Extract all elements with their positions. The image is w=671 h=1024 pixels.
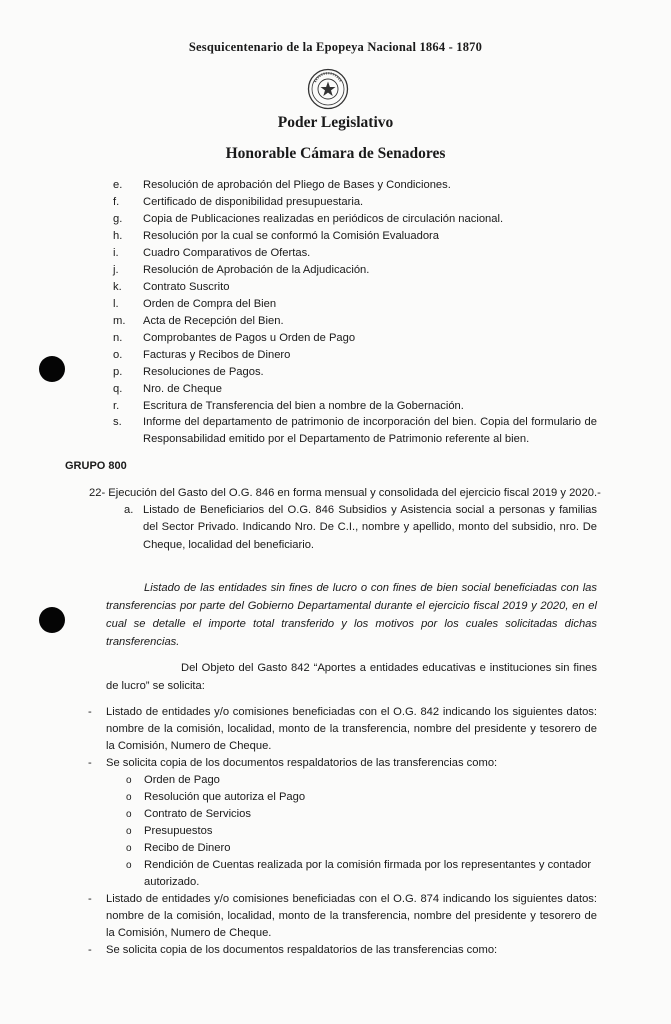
list-letter: p.	[113, 366, 123, 378]
circle-bullet: o	[126, 826, 132, 837]
group-800-heading: GRUPO 800	[65, 460, 127, 472]
list-letter: q.	[113, 383, 123, 395]
item-22a-text: Listado de Beneficiarios del O.G. 846 Subsidios y Asistencia social a personas y familias del Sector Privado. Indicando Nro. De C.I., nombre y apellido, monto del subsidio, nro. De Cheque, localidad del beneficiario.	[143, 504, 597, 551]
list-text: Orden de Compra del Bien	[143, 298, 277, 310]
list-letter: j.	[113, 264, 119, 276]
dash-item-text: Listado de entidades y/o comisiones beneficiadas con el O.G. 874 indicando los siguientes datos: nombre de la comisión, localidad, monto de la transferencia, nombre del presidente y tesorero de la Comisión, Numero de Cheque.	[106, 893, 597, 940]
circle-bullet: o	[126, 860, 132, 871]
dash-bullet: -	[88, 893, 92, 905]
list-text: Certificado de disponibilidad presupuestaria.	[143, 196, 364, 208]
dash-item-text: Se solicita copia de los documentos respaldatorios de las transferencias como:	[106, 757, 498, 769]
list-text: Contrato Suscrito	[143, 281, 230, 293]
list-text: Resolución de Aprobación de la Adjudicación.	[143, 264, 370, 276]
list-text: Acta de Recepción del Bien.	[143, 315, 284, 327]
list-letter: f.	[113, 196, 120, 208]
dash-bullet: -	[88, 706, 92, 718]
list-letter: l.	[113, 298, 119, 310]
list-text: Resolución de aprobación del Pliego de Bases y Condiciones.	[143, 179, 451, 191]
list-letter: e.	[113, 179, 123, 191]
punch-hole	[39, 356, 65, 382]
list-text: Resolución por la cual se conformó la Comisión Evaluadora	[143, 230, 439, 242]
list-text: Resoluciones de Pagos.	[143, 366, 264, 378]
list-text: Cuadro Comparativos de Ofertas.	[143, 247, 311, 259]
list-text: Nro. de Cheque	[143, 383, 222, 395]
senate-seal-icon	[307, 68, 349, 110]
dash-item-text: Listado de entidades y/o comisiones beneficiadas con el O.G. 842 indicando los siguientes datos: nombre de la comisión, localidad, monto de la transferencia, nombre del presidente y tesorero de la Comisión, Numero de Cheque.	[106, 706, 597, 753]
circle-bullet: o	[126, 775, 132, 786]
objeto-gasto-paragraph: Del Objeto del Gasto 842 “Aportes a entidades educativas e instituciones sin fines de lucro” se solicita:	[106, 662, 597, 692]
sesquicentenario-header: Sesquicentenario de la Epopeya Nacional 1864 - 1870	[188, 40, 483, 54]
sub-item-text: Orden de Pago	[144, 774, 220, 786]
list-text: Escritura de Transferencia del bien a nombre de la Gobernación.	[143, 400, 464, 412]
list-letter: m.	[113, 315, 126, 327]
item-22a-letter: a.	[124, 504, 134, 516]
circle-bullet: o	[126, 843, 132, 854]
sub-item-text: Presupuestos	[144, 825, 213, 837]
list-letter: g.	[113, 213, 123, 225]
list-letter: h.	[113, 230, 123, 242]
list-letter: s.	[113, 416, 122, 428]
list-letter: n.	[113, 332, 123, 344]
list-text: Informe del departamento de patrimonio de incorporación del bien. Copia del formulario de Responsabilidad emitido por el Departamento de Patrimonio referente al bien.	[143, 416, 597, 445]
list-text: Comprobantes de Pagos u Orden de Pago	[143, 332, 356, 344]
sub-item-text: Contrato de Servicios	[144, 808, 251, 820]
punch-hole	[39, 607, 65, 633]
list-letter: k.	[113, 281, 122, 293]
list-letter: o.	[113, 349, 123, 361]
list-text: Facturas y Recibos de Dinero	[143, 349, 291, 361]
entities-paragraph: Listado de las entidades sin fines de lucro o con fines de bien social beneficiadas con las transferencias por parte del Gobierno Departamental durante el ejercicio fiscal 2019 y 2020, en el cual se detalle el importe total transferido y los motivos por los cuales solicitadas dichas transferencias.	[106, 582, 597, 648]
list-text: Copia de Publicaciones realizadas en periódicos de circulación nacional.	[143, 213, 504, 225]
camara-senadores-title: Honorable Cámara de Senadores	[225, 145, 446, 162]
circle-bullet: o	[126, 792, 132, 803]
dash-bullet: -	[88, 944, 92, 956]
dash-bullet: -	[88, 757, 92, 769]
sub-item-text: Rendición de Cuentas realizada por la comisión firmada por los representantes y contador autorizado.	[144, 859, 592, 889]
list-letter: r.	[113, 400, 120, 412]
list-letter: i.	[113, 247, 119, 259]
sub-item-text: Resolución que autoriza el Pago	[144, 791, 306, 803]
dash-item-text: Se solicita copia de los documentos respaldatorios de las transferencias como:	[106, 944, 498, 956]
item-22-text: 22- Ejecución del Gasto del O.G. 846 en forma mensual y consolidada del ejercicio fiscal 2019 y 2020.-	[89, 487, 601, 499]
poder-legislativo-title: Poder Legislativo	[277, 114, 394, 131]
sub-item-text: Recibo de Dinero	[144, 842, 231, 854]
circle-bullet: o	[126, 809, 132, 820]
